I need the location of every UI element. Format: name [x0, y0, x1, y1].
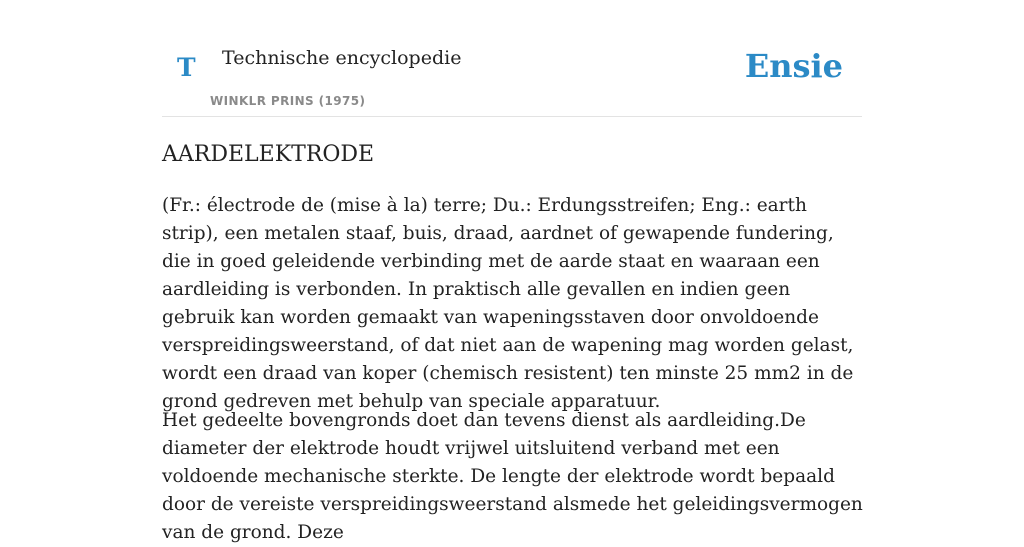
encyclopedia-logo-icon[interactable]: T	[177, 53, 196, 82]
source-label: WINKLR PRINS (1975)	[210, 94, 366, 108]
page-container	[162, 0, 863, 543]
article-headword: AARDELEKTRODE	[162, 142, 375, 167]
article-paragraph-2: Het gedeelte bovengronds doet dan tevens dienst als aardleiding.De diameter der elektrode houdt vrijwel uitsluitend verband met een voldoende mechanische sterkte. De lengte der elektrode wordt bepaald door de vereiste verspreidingsweerstand alsmede het geleidingsvermogen van de grond. Deze	[162, 410, 863, 543]
article-paragraph-1: (Fr.: électrode de (mise à la) terre; Du.: Erdungsstreifen; Eng.: earth strip), een metalen staaf, buis, draad, aardnet of gewapende fundering, die in goed geleidende verbinding met de aarde staat en waaraan een aardleiding is verbonden. In praktisch alle gevallen en indien geen gebruik kan worden gemaakt van wapeningsstaven door onvoldoende verspreidingsweerstand, of dat niet aan de wapening mag worden gelast, wordt een draad van koper (chemisch resistent) ten minste 25 mm2 in de grond gedreven met behulp van speciale apparatuur.	[162, 195, 854, 412]
ensie-logo-link[interactable]: Ensie	[744, 47, 843, 85]
site-header	[162, 0, 862, 117]
encyclopedia-title-link[interactable]: Technische encyclopedie	[222, 47, 462, 69]
